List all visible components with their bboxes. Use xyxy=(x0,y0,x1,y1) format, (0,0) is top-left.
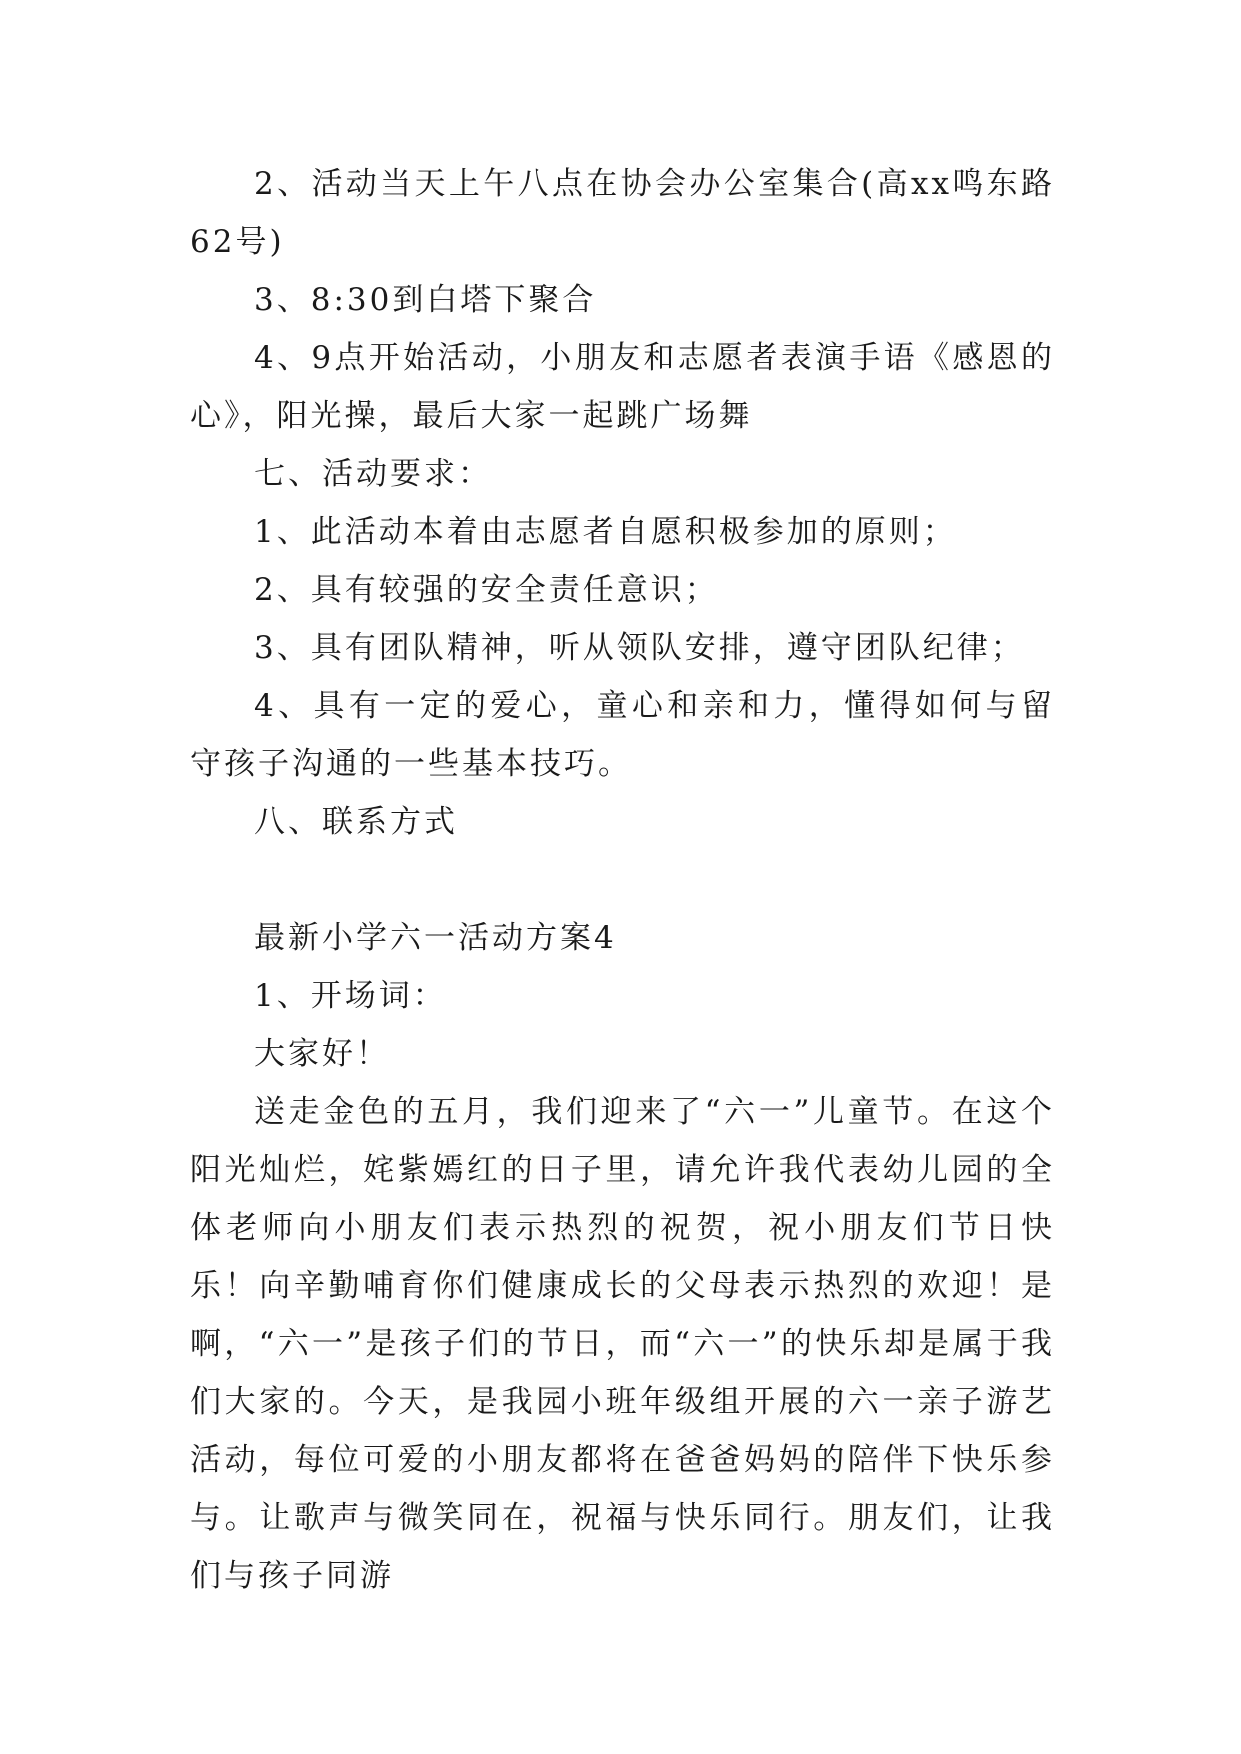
requirement-item-2: 2、具有较强的安全责任意识； xyxy=(254,572,719,608)
heading-requirements: 七、活动要求： xyxy=(254,456,492,492)
paragraph-gathering: 3、8:30到白塔下聚合 xyxy=(254,282,597,318)
opening-heading: 1、开场词： xyxy=(254,978,447,1014)
document-body xyxy=(190,155,1055,1605)
paragraph-assembly-time: 2、活动当天上午八点在协会办公室集合(高xx鸣东路62号) xyxy=(190,166,1055,260)
requirement-item-3: 3、具有团队精神，听从领队安排，遵守团队纪律； xyxy=(254,630,1025,666)
heading-contact: 八、联系方式 xyxy=(254,804,458,840)
requirement-item-1: 1、此活动本着由志愿者自愿积极参加的原则； xyxy=(254,514,957,550)
opening-speech: 送走金色的五月，我们迎来了“六一”儿童节。在这个阳光灿烂，姹紫嫣红的日子里，请允许我代表幼儿园的全体老师向小朋友们表示热烈的祝贺，祝小朋友们节日快乐！向辛勤哺育你们健康成长的父母表示热烈的欢迎！是啊，“六一”是孩子们的节日，而“六一”的快乐却是属于我们大家的。今天，是我园小班年级组开展的六一亲子游艺活动，每位可爱的小朋友都将在爸爸妈妈的陪伴下快乐参与。让歌声与微笑同在，祝福与快乐同行。朋友们，让我们与孩子同游 xyxy=(190,1094,1055,1594)
section-spacer xyxy=(190,851,1055,909)
greeting: 大家好！ xyxy=(254,1036,390,1072)
section-title: 最新小学六一活动方案4 xyxy=(254,920,617,956)
paragraph-activity-start: 4、9点开始活动，小朋友和志愿者表演手语《感恩的心》，阳光操，最后大家一起跳广场舞 xyxy=(190,340,1055,434)
requirement-item-4: 4、具有一定的爱心，童心和亲和力，懂得如何与留守孩子沟通的一些基本技巧。 xyxy=(190,688,1055,782)
